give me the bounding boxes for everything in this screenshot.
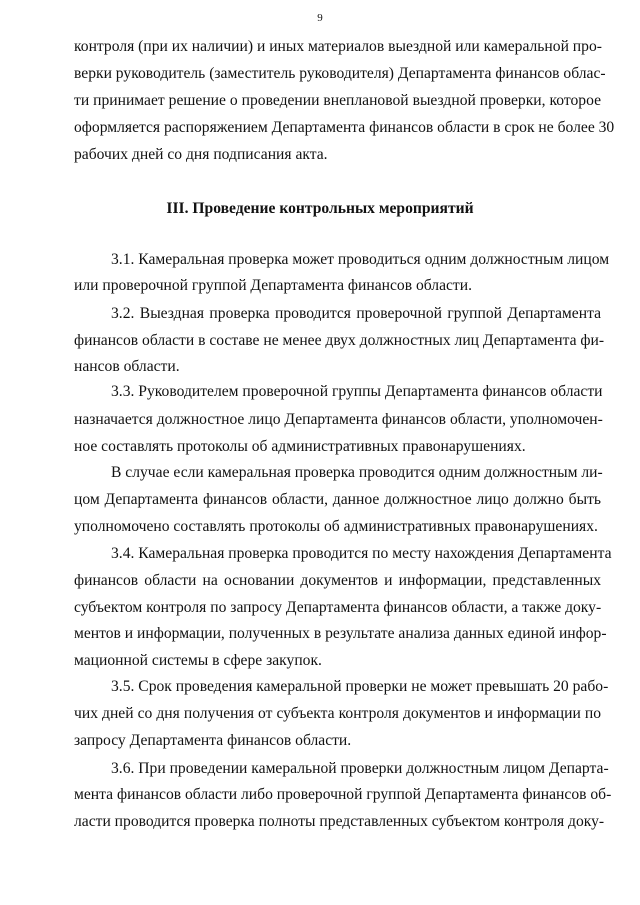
- text-line: финансов области в составе не менее двух должностных лиц Департамента фи-: [74, 332, 605, 349]
- text-line: контроля (при их наличии) и иных материалов выездной или камеральной про-: [74, 38, 602, 55]
- page-number: 9: [317, 12, 323, 24]
- text-line: ное составлять протоколы об административных правонарушениях.: [74, 438, 526, 455]
- text-line: или проверочной группой Департамента финансов области.: [74, 277, 472, 294]
- text-line: мента финансов области либо проверочной группой Департамента финансов об-: [74, 786, 612, 803]
- text-line: финансов области на основании документов и информации, представленных: [74, 572, 601, 589]
- text-line: субъектом контроля по запросу Департамента финансов области, а также доку-: [74, 599, 602, 616]
- text-line: запросу Департамента финансов области.: [74, 732, 352, 749]
- text-line: нансов области.: [74, 358, 180, 375]
- text-line: рабочих дней со дня подписания акта.: [74, 146, 328, 163]
- text-line: ласти проводится проверка полноты представленных субъектом контроля доку-: [74, 813, 605, 830]
- text-line: 3.5. Срок проведения камеральной проверки не может превышать 20 рабо-: [111, 678, 609, 695]
- text-line: 3.3. Руководителем проверочной группы Департамента финансов области: [111, 383, 603, 400]
- text-line: ментов и информации, полученных в результате анализа данных единой инфор-: [74, 625, 607, 642]
- text-line: ти принимает решение о проведении внеплановой выездной проверки, которое: [74, 92, 601, 109]
- text-line: цом Департамента финансов области, данное должностное лицо должно быть: [74, 491, 601, 508]
- text-line: уполномочено составлять протоколы об административных правонарушениях.: [74, 518, 598, 535]
- text-line: верки руководитель (заместитель руководителя) Департамента финансов облас-: [74, 65, 606, 82]
- text-line: оформляется распоряжением Департамента финансов области в срок не более 30: [74, 119, 615, 136]
- text-line: назначается должностное лицо Департамента финансов области, уполномочен-: [74, 411, 603, 428]
- text-line: мационной системы в сфере закупок.: [74, 652, 322, 669]
- text-line: 3.4. Камеральная проверка проводится по месту нахождения Департамента: [111, 545, 612, 562]
- text-line: 3.1. Камеральная проверка может проводиться одним должностным лицом: [111, 251, 610, 268]
- text-line: 3.6. При проведении камеральной проверки должностным лицом Департа-: [111, 760, 609, 777]
- text-line: 3.2. Выездная проверка проводится проверочной группой Департамента: [111, 305, 601, 322]
- section-heading: III. Проведение контрольных мероприятий: [166, 200, 474, 217]
- text-line: чих дней со дня получения от субъекта контроля документов и информации по: [74, 705, 601, 722]
- text-line: В случае если камеральная проверка проводится одним должностным ли-: [111, 464, 603, 481]
